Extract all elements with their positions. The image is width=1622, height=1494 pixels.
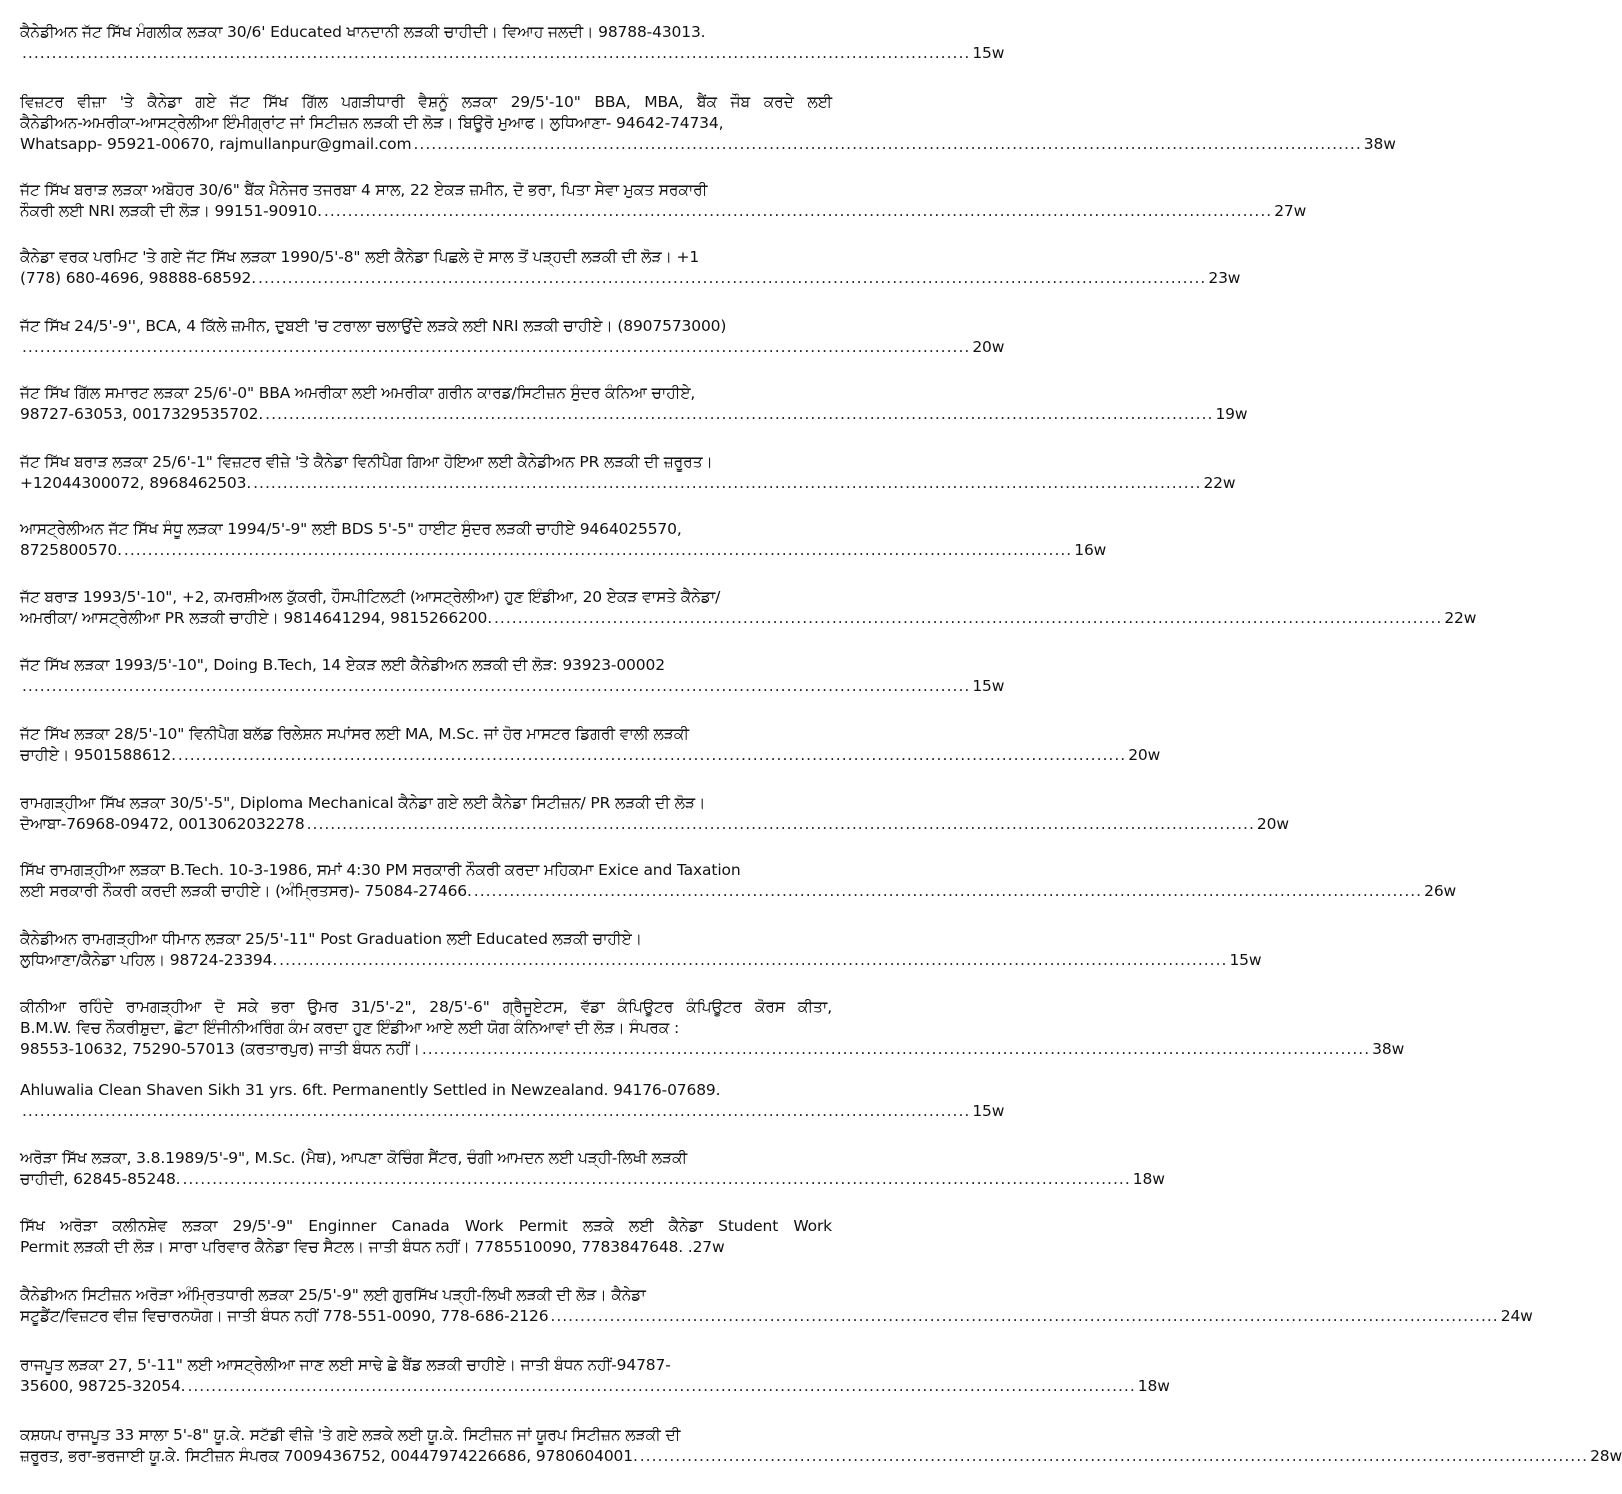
ad-text-tail: ਨੌਕਰੀ ਲਈ NRI ਲੜਕੀ ਦੀ ਲੋੜ। 99151-90910. [20, 202, 322, 220]
leader-dots [413, 134, 1361, 155]
ad-code: 28w [1590, 1447, 1622, 1465]
leader-dots [279, 950, 1227, 971]
ad-item [20, 860, 1457, 902]
ad-code: 38w [1372, 1040, 1405, 1058]
ad-text-line: ਸਿੱਖ ਰਾਮਗੜ੍ਹੀਆ ਲੜਕਾ B.Tech. 10-3-1986, ਸਮਾਂ 4:30 PM ਸਰਕਾਰੀ ਨੌਕਰੀ ਕਰਦਾ ਮਹਿਕਮਾ Exice and Taxation [20, 861, 741, 879]
ad-text-tail: 8725800570. [20, 541, 122, 559]
ad-item [20, 519, 1107, 561]
ad-code: 18w [1137, 1377, 1170, 1395]
ad-code: 20w [1128, 746, 1161, 764]
ad-text-line: ਕੈਨੇਡੀਅਨ ਜੱਟ ਸਿੱਖ ਮੰਗਲੀਕ ਲੜਕਾ 30/6' Educated ਖਾਨਦਾਨੀ ਲੜਕੀ ਚਾਹੀਦੀ। ਵਿਆਹ ਜਲਦੀ। 98788-43013. [20, 23, 706, 41]
ad-item [20, 1355, 1170, 1397]
ad-text-line: ਰਾਮਗੜ੍ਹੀਆ ਸਿੱਖ ਲੜਕਾ 30/5'-5", Diploma Mechanical ਕੈਨੇਡਾ ਗਏ ਲਈ ਕੈਨੇਡਾ ਸਿਟੀਜ਼ਨ/ PR ਲੜਕੀ ਦੀ ਲੋੜ। [20, 794, 706, 812]
ad-text-tail: ਚਾਹੀਏ। 9501588612. [20, 746, 176, 764]
ad-text-tail: ਲਈ ਸਰਕਾਰੀ ਨੌਕਰੀ ਕਰਦੀ ਲੜਕੀ ਚਾਹੀਏ। (ਅੰਮ੍ਰਿਤਸਰ)- 75084-27466. [20, 882, 472, 900]
ad-text-line: ਕੈਨੇਡੀਅਨ ਰਾਮਗੜ੍ਹੀਆ ਧੀਮਾਨ ਲੜਕਾ 25/5'-11" Post Graduation ਲਈ Educated ਲੜਕੀ ਚਾਹੀਏ। [20, 930, 642, 948]
ad-item [20, 655, 1005, 697]
ad-text-line: ਜੱਟ ਸਿੱਖ 24/5'-9'', BCA, 4 ਕਿੱਲੇ ਜ਼ਮੀਨ, ਦੁਬਈ 'ਚ ਟਰਾਲਾ ਚਲਾਉਂਦੇ ਲੜਕੇ ਲਈ NRI ਲੜਕੀ ਚਾਹੀਏ। (8907573000) [20, 317, 727, 335]
ad-item [20, 1285, 1533, 1327]
ad-text-line: ਕੈਨੇਡੀਅਨ-ਅਮਰੀਕਾ-ਆਸਟ੍ਰੇਲੀਆ ਇੰਮੀਗ੍ਰਾਂਟ ਜਾਂ ਸਿਟੀਜ਼ਨ ਲੜਕੀ ਦੀ ਲੋੜ। ਬਿਊਰੋ ਮੁਆਫ। ਲੁਧਿਆਣਾ- 94642-74734, [20, 114, 724, 132]
ad-last-line [20, 1039, 1405, 1060]
ad-code: 15w [972, 1102, 1005, 1120]
ad-code: 38w [1363, 135, 1396, 153]
ad-text-line: ਜੱਟ ਸਿੱਖ ਲੜਕਾ 28/5'-10" ਵਿਨੀਪੈਗ ਬਲੱਡ ਰਿਲੇਸ਼ਨ ਸਪਾਂਸਰ ਲਈ MA, M.Sc. ਜਾਂ ਹੋਰ ਮਾਸਟਰ ਡਿਗਰੀ ਵਾਲੀ ਲੜਕੀ [20, 725, 689, 743]
ad-text-tail: 98727-63053, 0017329535702. [20, 405, 264, 423]
ad-last-line [20, 337, 1005, 358]
ad-last-line [20, 540, 1107, 561]
ad-text-line: ਜੱਟ ਸਿੱਖ ਬਰਾੜ ਲੜਕਾ ਅਬੋਹਰ 30/6" ਬੈਂਕ ਮੈਨੇਜਰ ਤਜਰਬਾ 4 ਸਾਲ, 22 ਏਕੜ ਜ਼ਮੀਨ, ਦੋ ਭਰਾ, ਪਿਤਾ ਸੇਵਾ ਮੁਕਤ ਸਰਕਾਰੀ [20, 181, 708, 199]
leader-dots [253, 473, 1201, 494]
ad-text-line: ਅਰੋੜਾ ਸਿੱਖ ਲੜਕਾ, 3.8.1989/5'-9", M.Sc. (ਮੈਥ), ਆਪਣਾ ਕੋਚਿੰਗ ਸੈਂਟਰ, ਚੰਗੀ ਆਮਦਨ ਲਈ ਪੜ੍ਹੀ-ਲਿਖੀ ਲੜਕੀ [20, 1149, 688, 1167]
ad-last-line [20, 268, 1241, 289]
ad-item [20, 22, 1005, 64]
ad-item [20, 929, 1262, 971]
leader-dots [22, 1101, 970, 1122]
ad-code: 22w [1444, 609, 1477, 627]
ad-code: 16w [1074, 541, 1107, 559]
ad-item [20, 180, 1307, 222]
ad-text-line: ਕੀਨੀਆ ਰਹਿੰਦੇ ਰਾਮਗੜ੍ਹੀਆ ਦੋ ਸਕੇ ਭਰਾ ਉਮਰ 31/5'-2", 28/5'-6" ਗ੍ਰੈਜੂਏਟਸ, ਵੱਡਾ ਕੰਪਿਊਟਰ ਕੰਪਿਊਟਰ ਕੋਰਸ ਕੀਤਾ, [20, 998, 832, 1016]
ad-item [20, 1425, 1622, 1467]
ad-item [20, 316, 1005, 358]
ad-item [20, 793, 1289, 835]
ad-last-line [20, 201, 1307, 222]
leader-dots [265, 404, 1213, 425]
ad-text-line: ਕਸ਼ਯਪ ਰਾਜਪੂਤ 33 ਸਾਲਾ 5'-8" ਯੂ.ਕੇ. ਸਟੱਡੀ ਵੀਜ਼ੇ 'ਤੇ ਗਏ ਲੜਕੇ ਲਈ ਯੂ.ਕੇ. ਸਿਟੀਜ਼ਨ ਜਾਂ ਯੂਰਪ ਸਿਟੀਜ਼ਨ ਲੜਕੀ ਦੀ [20, 1426, 681, 1444]
ad-text-tail: ਅਮਰੀਕਾ/ ਆਸਟ੍ਰੇਲੀਆ PR ਲੜਕੀ ਚਾਹੀਏ। 9814641294, 9815266200. [20, 609, 492, 627]
ad-text-line: Permit ਲੜਕੀ ਦੀ ਲੋੜ। ਸਾਰਾ ਪਰਿਵਾਰ ਕੈਨੇਡਾ ਵਿਚ ਸੈਟਲ। ਜਾਤੀ ਬੰਧਨ ਨਹੀਂ। 7785510090, 7783847648. .27w [20, 1238, 725, 1256]
ad-text-tail: ਸਟੂਡੈਂਟ/ਵਿਜ਼ਟਰ ਵੀਜ਼ ਵਿਚਾਰਨਯੋਗ। ਜਾਤੀ ਬੰਧਨ ਨਹੀਂ 778-551-0090, 778-686-2126 [20, 1307, 549, 1325]
ad-text-line: ਵਿਜ਼ਟਰ ਵੀਜ਼ਾ 'ਤੇ ਕੈਨੇਡਾ ਗਏ ਜੱਟ ਸਿੱਖ ਗਿੱਲ ਪਗੜੀਧਾਰੀ ਵੈਸ਼ਨੂੰ ਲੜਕਾ 29/5'-10" BBA, MBA, ਬੈਂਕ ਜੌਬ ਕਰਦੇ ਲਈ [20, 93, 832, 111]
ad-last-line [20, 1446, 1622, 1467]
ad-code: 20w [972, 338, 1005, 356]
ad-text-line: B.M.W. ਵਿਚ ਨੌਕਰੀਸ਼ੁਦਾ, ਛੋਟਾ ਇੰਜੀਨੀਅਰਿੰਗ ਕੰਮ ਕਰਦਾ ਹੁਣ ਇੰਡੀਆ ਆਏ ਲਈ ਯੋਗ ਕੰਨਿਆਵਾਂ ਦੀ ਲੋੜ। ਸੰਪਰਕ : [20, 1019, 680, 1037]
ad-code: 22w [1203, 474, 1236, 492]
ad-text-tail: ਦੋਆਬਾ-76968-09472, 0013062032278 [20, 815, 305, 833]
ad-text-tail: Whatsapp- 95921-00670, rajmullanpur@gmail.com [20, 135, 412, 153]
ad-text-line: ਕੈਨੇਡੀਅਨ ਸਿਟੀਜ਼ਨ ਅਰੋੜਾ ਅੰਮ੍ਰਿਤਧਾਰੀ ਲੜਕਾ 25/5'-9" ਲਈ ਗੁਰਸਿੱਖ ਪੜ੍ਹੀ-ਲਿਖੀ ਲੜਕੀ ਦੀ ਲੋੜ। ਕੈਨੇਡਾ [20, 1286, 646, 1304]
ad-text-line: ਸਿੱਖ ਅਰੋੜਾ ਕਲੀਨਸ਼ੇਵ ਲੜਕਾ 29/5'-9" Enginner Canada Work Permit ਲੜਕੇ ਲਈ ਕੈਨੇਡਾ Student Work [20, 1217, 832, 1235]
leader-dots [422, 1039, 1370, 1060]
leader-dots [124, 540, 1072, 561]
ad-item [20, 997, 1405, 1060]
ad-text-tail: 35600, 98725-32054. [20, 1377, 186, 1395]
ad-item [20, 247, 1241, 289]
leader-dots [474, 881, 1422, 902]
ad-item [20, 383, 1248, 425]
ad-item [20, 1148, 1165, 1190]
leader-dots [178, 745, 1126, 766]
ad-text-tail: ਚਾਹੀਦੀ, 62845-85248. [20, 1170, 181, 1188]
ad-item [20, 587, 1477, 629]
ad-text-tail: ਜ਼ਰੂਰਤ, ਭਰਾ-ਭਰਜਾਈ ਯੂ.ਕੇ. ਸਿਟੀਜ਼ਨ ਸੰਪਰਕ 7009436752, 00447974226686, 9780604001. [20, 1447, 638, 1465]
ad-last-line [20, 1306, 1533, 1327]
leader-dots [324, 201, 1272, 222]
ad-last-line [20, 404, 1248, 425]
ad-last-line [20, 473, 1236, 494]
ad-text-line: ਰਾਜਪੂਤ ਲੜਕਾ 27, 5'-11" ਲਈ ਆਸਟ੍ਰੇਲੀਆ ਜਾਣ ਲਈ ਸਾਢੇ ਛੇ ਬੈਂਡ ਲੜਕੀ ਚਾਹੀਏ। ਜਾਤੀ ਬੰਧਨ ਨਹੀਂ-94787- [20, 1356, 671, 1374]
ad-code: 23w [1208, 269, 1241, 287]
ad-last-line [20, 1169, 1165, 1190]
ad-code: 26w [1424, 882, 1457, 900]
ad-item [20, 724, 1161, 766]
ad-item [20, 1080, 1005, 1122]
ad-last-line [20, 950, 1262, 971]
ad-item [20, 92, 1396, 155]
ad-text-line: ਜੱਟ ਸਿੱਖ ਬਰਾੜ ਲੜਕਾ 25/6'-1" ਵਿਜ਼ਟਰ ਵੀਜ਼ੇ 'ਤੇ ਕੈਨੇਡਾ ਵਿਨੀਪੈਗ ਗਿਆ ਹੋਇਆ ਲਈ ਕੈਨੇਡੀਅਨ PR ਲੜਕੀ ਦੀ ਜ਼ਰੂਰਤ। [20, 453, 713, 471]
ad-last-line [20, 814, 1289, 835]
leader-dots [22, 337, 970, 358]
ad-last-line [20, 43, 1005, 64]
ad-last-line [20, 881, 1457, 902]
ad-text-line: ਜੱਟ ਬਰਾੜ 1993/5'-10", +2, ਕਮਰਸ਼ੀਅਲ ਕੁੱਕਰੀ, ਹੌਸਪੀਟਿਲਟੀ (ਆਸਟ੍ਰੇਲੀਆ) ਹੁਣ ਇੰਡੀਆ, 20 ਏਕੜ ਵਾਸਤੇ ਕੈਨੇਡਾ/ [20, 588, 721, 606]
ad-item [20, 1216, 832, 1258]
leader-dots [494, 608, 1442, 629]
leader-dots [182, 1169, 1130, 1190]
ad-text-tail: ਲੁਧਿਆਣਾ/ਕੈਨੇਡਾ ਪਹਿਲ। 98724-23394. [20, 951, 278, 969]
leader-dots [258, 268, 1206, 289]
ad-item [20, 452, 1236, 494]
ad-text-line: Ahluwalia Clean Shaven Sikh 31 yrs. 6ft. Permanently Settled in Newzealand. 94176-07689. [20, 1081, 721, 1099]
ad-code: 15w [972, 44, 1005, 62]
ad-code: 19w [1215, 405, 1248, 423]
ad-text-tail: +12044300072, 8968462503. [20, 474, 252, 492]
ad-last-line [20, 134, 1396, 155]
ad-text-tail: (778) 680-4696, 98888-68592. [20, 269, 257, 287]
ad-last-line [20, 676, 1005, 697]
ad-code: 18w [1132, 1170, 1165, 1188]
ad-text-line: ਜੱਟ ਸਿੱਖ ਗਿੱਲ ਸਮਾਰਟ ਲੜਕਾ 25/6'-0" BBA ਅਮਰੀਕਾ ਲਈ ਅਮਰੀਕਾ ਗਰੀਨ ਕਾਰਡ/ਸਿਟੀਜ਼ਨ ਸੁੰਦਰ ਕੰਨਿਆ ਚਾਹੀਏ, [20, 384, 696, 402]
leader-dots [22, 676, 970, 697]
ad-code: 24w [1500, 1307, 1533, 1325]
ad-last-line [20, 745, 1161, 766]
ad-last-line [20, 1376, 1170, 1397]
ad-text-line: ਕੈਨੇਡਾ ਵਰਕ ਪਰਮਿਟ 'ਤੇ ਗਏ ਜੱਟ ਸਿੱਖ ਲੜਕਾ 1990/5'-8" ਲਈ ਕੈਨੇਡਾ ਪਿਛਲੇ ਦੋ ਸਾਲ ਤੋਂ ਪੜ੍ਹਦੀ ਲੜਕੀ ਦੀ ਲੋੜ। +1 [20, 248, 700, 266]
ad-code: 15w [972, 677, 1005, 695]
ad-code: 27w [1274, 202, 1307, 220]
ad-text-line: ਜੱਟ ਸਿੱਖ ਲੜਕਾ 1993/5'-10", Doing B.Tech, 14 ਏਕੜ ਲਈ ਕੈਨੇਡੀਅਨ ਲੜਕੀ ਦੀ ਲੋੜ: 93923-00002 [20, 656, 665, 674]
leader-dots [307, 814, 1255, 835]
ad-code: 15w [1229, 951, 1262, 969]
leader-dots [640, 1446, 1588, 1467]
ad-text-line: ਆਸਟ੍ਰੇਲੀਅਨ ਜੱਟ ਸਿੱਖ ਸੰਧੂ ਲੜਕਾ 1994/5'-9" ਲਈ BDS 5'-5" ਹਾਈਟ ਸੁੰਦਰ ਲੜਕੀ ਚਾਹੀਏ 9464025570, [20, 520, 682, 538]
leader-dots [22, 43, 970, 64]
leader-dots [550, 1306, 1498, 1327]
ad-code: 20w [1256, 815, 1289, 833]
leader-dots [187, 1376, 1135, 1397]
ad-last-line [20, 608, 1477, 629]
ad-last-line [20, 1101, 1005, 1122]
ad-text-tail: 98553-10632, 75290-57013 (ਕਰਤਾਰਪੁਰ) ਜਾਤੀ ਬੰਧਨ ਨਹੀਂ। [20, 1040, 420, 1058]
